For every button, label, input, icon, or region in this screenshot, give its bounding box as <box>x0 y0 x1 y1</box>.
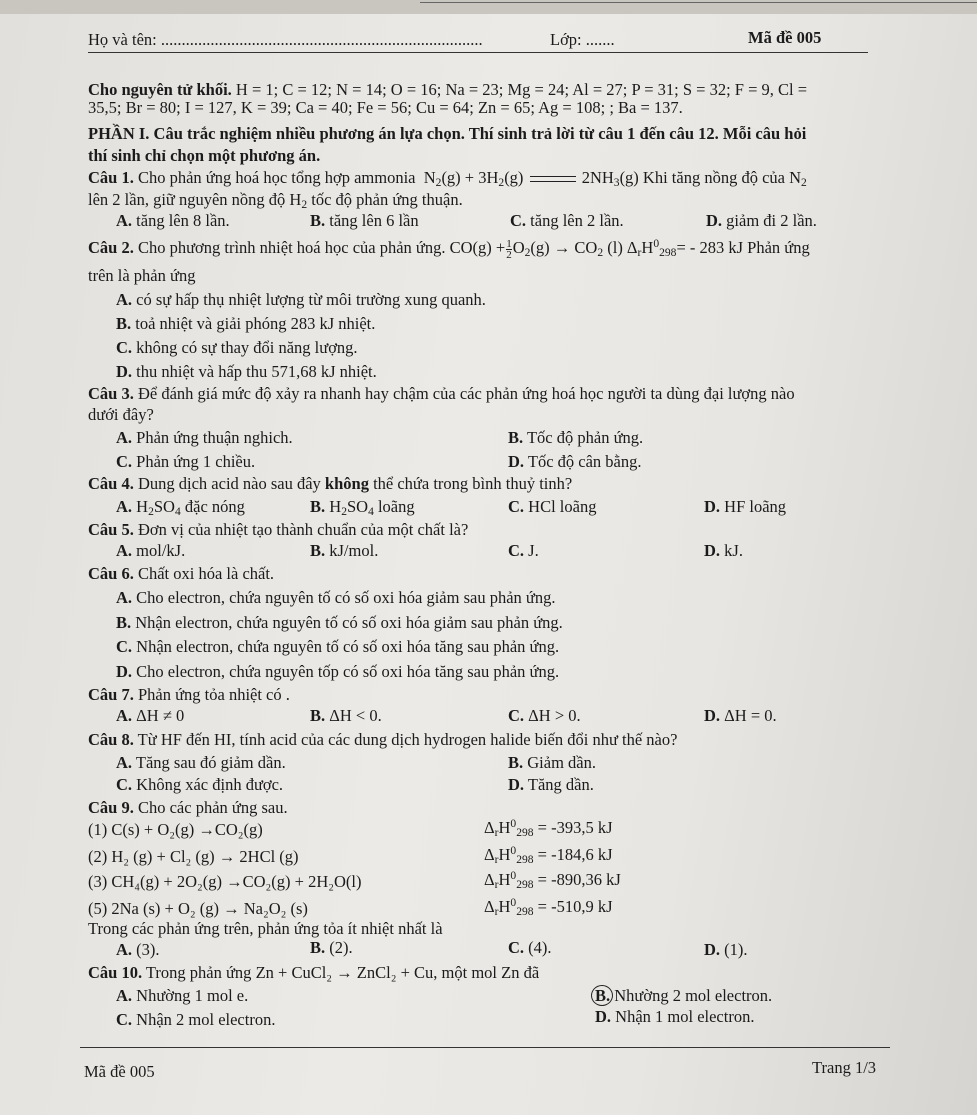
atomic-line-1: Cho nguyên tử khối. H = 1; C = 12; N = 14; O = 16; Na = 23; Mg = 24; Al = 27; P = 31; S = 32; F = 9, Cl = <box>88 80 808 99</box>
q1-option-b: B. tăng lên 6 lần <box>310 211 419 230</box>
q1-option-a: A. tăng lên 8 lần. <box>116 211 230 230</box>
q10-option-a: A. Nhường 1 mol e. <box>116 986 249 1005</box>
q8-option-c: C. Không xác định được. <box>116 775 284 794</box>
q6-option-d: D. Cho electron, chứa nguyên tốp có số oxi hóa tăng sau phản ứng. <box>116 662 560 681</box>
q2-option-a: A. có sự hấp thụ nhiệt lượng từ môi trường xung quanh. <box>116 290 486 309</box>
page-number: Trang 1/3 <box>812 1058 877 1077</box>
q3-option-d: D. Tốc độ cân bằng. <box>508 452 642 471</box>
q7-stem: Câu 7. Phản ứng tỏa nhiệt có . <box>88 685 290 704</box>
q3-stem-2: dưới đây? <box>88 405 154 424</box>
q4-option-b: B. $H_2SO_4$ loãng <box>310 497 415 518</box>
q5-stem: Câu 5. Đơn vị của nhiệt tạo thành chuẩn của một chất là? <box>88 520 469 539</box>
q6-option-a: A. Cho electron, chứa nguyên tố có số oxi hóa giảm sau phản ứng. <box>116 588 556 607</box>
q9-reaction-3: (3) CH₄(g) + 2O₂(g) →CO₂(g) + 2H₂O(l) <box>88 872 362 891</box>
class-label: Lớp: ....... <box>550 30 615 49</box>
q2-option-d: D. thu nhiệt và hấp thu 571,68 kJ nhiệt. <box>116 362 377 381</box>
q6-option-c: C. Nhận electron, chứa nguyên tố có số oxi hóa tăng sau phản ứng. <box>116 637 560 656</box>
name-label: Họ và tên: .............................................................................. <box>88 30 483 49</box>
part1-line-1: PHẦN I. Câu trắc nghiệm nhiều phương án lựa chọn. Thí sinh trả lời từ câu 1 đến câu 12. Mỗi câu hỏi <box>88 124 807 143</box>
q5-option-a: A. mol/kJ. <box>116 541 186 560</box>
q1-stem-2: lên 2 lần, giữ nguyên nồng độ $H_2$ tốc độ phản ứng thuận. <box>88 190 463 211</box>
q5-option-c: C. J. <box>508 541 539 560</box>
one-half-fraction: $\frac{1}{2}$ <box>506 237 512 261</box>
q5-option-d: D. kJ. <box>704 541 743 560</box>
footer-exam-code: Mã đề 005 <box>84 1062 155 1081</box>
q6-option-b: B. Nhận electron, chứa nguyên tố có số oxi hóa giảm sau phản ứng. <box>116 613 563 632</box>
header-rule <box>88 52 868 53</box>
exam-code: Mã đề 005 <box>748 28 822 47</box>
q10-stem: Câu 10. Trong phản ứng Zn + CuCl₂ → ZnCl₂ + Cu, một mol Zn đã <box>88 963 540 982</box>
q8-stem: Câu 8. Từ HF đến HI, tính acid của các dung dịch hydrogen halide biến đổi như thế nào? <box>88 730 678 749</box>
q8-option-d: D. Tăng dần. <box>508 775 594 794</box>
q2-option-b: B. toả nhiệt và giải phóng 283 kJ nhiệt. <box>116 314 376 333</box>
top-rule <box>420 2 977 3</box>
q7-option-c: C. ΔH > 0. <box>508 706 581 725</box>
q1-stem: Câu 1. Cho phản ứng hoá học tổng hợp ammonia $N_2(g) + 3H_2(g)$ $2NH_3(g)$ Khi tăng nồng độ của $N_2$ <box>88 168 807 189</box>
q9-option-a: A. (3). <box>116 940 160 959</box>
q9-enthalpy-5: $\Delta_rH^0_{298} = -510,9$ kJ <box>484 897 613 918</box>
q9-enthalpy-2: $\Delta_rH^0_{298} = -184,6$ kJ <box>484 845 613 866</box>
q10-option-b: B. Nhường 2 mol electron. <box>595 986 773 1005</box>
equilibrium-arrow-icon <box>528 172 578 186</box>
q1-option-d: D. giảm đi 2 lần. <box>706 211 817 230</box>
q8-option-b: B. Giảm dần. <box>508 753 596 772</box>
q9-reaction-2: (2) H₂ (g) + Cl₂ (g) → 2HCl (g) <box>88 847 299 866</box>
q9-enthalpy-1: $\Delta_rH^0_{298} = -393,5$ kJ <box>484 818 613 839</box>
q1-option-c: C. tăng lên 2 lần. <box>510 211 624 230</box>
q9-enthalpy-3: $\Delta_rH^0_{298} = -890,36$ kJ <box>484 870 621 891</box>
q3-option-a: A. Phản ứng thuận nghich. <box>116 428 293 447</box>
q2-stem-2: trên là phản ứng <box>88 266 196 285</box>
q2-stem: Câu 2. Cho phương trình nhiệt hoá học của phản ứng. CO(g) + $\frac{1}{2}$ $O_2(g) \to CO_2$ (l) $\Delta_rH^0_{298}= - 283$ kJ Phản ứng <box>88 237 810 261</box>
q4-option-d: D. HF loãng <box>704 497 787 516</box>
q4-option-c: C. HCl loãng <box>508 497 597 516</box>
q4-option-a: A. $H_2SO_4$ đặc nóng <box>116 497 245 518</box>
footer-rule <box>80 1047 890 1048</box>
q9-option-d: D. (1). <box>704 940 748 959</box>
q6-stem: Câu 6. Chất oxi hóa là chất. <box>88 564 275 583</box>
q9-question: Trong các phản ứng trên, phản ứng tỏa ít nhiệt nhất là <box>88 919 443 938</box>
q9-option-c: C. (4). <box>508 938 552 957</box>
q4-stem: Câu 4. Dung dịch acid nào sau đây không thể chứa trong bình thuỷ tinh? <box>88 474 573 493</box>
q2-option-c: C. không có sự thay đổi năng lượng. <box>116 338 358 357</box>
q3-stem: Câu 3. Để đánh giá mức độ xảy ra nhanh hay chậm của các phản ứng hoá học người ta dùng đại lượng nào <box>88 384 795 403</box>
q3-option-c: C. Phản ứng 1 chiều. <box>116 452 256 471</box>
q3-option-b: B. Tốc độ phản ứng. <box>508 428 644 447</box>
q7-option-d: D. ΔH = 0. <box>704 706 777 725</box>
q8-option-a: A. Tăng sau đó giảm dần. <box>116 753 286 772</box>
atomic-line-2: 35,5; Br = 80; I = 127, K = 39; Ca = 40; Fe = 56; Cu = 64; Zn = 65; Ag = 108; ; Ba = 137. <box>88 98 683 117</box>
q9-stem: Câu 9. Cho các phản ứng sau. <box>88 798 288 817</box>
q9-reaction-5: (5) 2Na (s) + O₂ (g) → Na₂O₂ (s) <box>88 899 308 918</box>
q7-option-b: B. ΔH < 0. <box>310 706 382 725</box>
q9-reaction-1: (1) C(s) + O₂(g) →CO₂(g) <box>88 820 263 839</box>
q7-option-a: A. ΔH ≠ 0 <box>116 706 185 725</box>
q10-option-c: C. Nhận 2 mol electron. <box>116 1010 276 1029</box>
q5-option-b: B. kJ/mol. <box>310 541 379 560</box>
part1-line-2: thí sinh chỉ chọn một phương án. <box>88 146 321 165</box>
q10-option-d: D. Nhận 1 mol electron. <box>595 1007 755 1026</box>
q9-option-b: B. (2). <box>310 938 353 957</box>
